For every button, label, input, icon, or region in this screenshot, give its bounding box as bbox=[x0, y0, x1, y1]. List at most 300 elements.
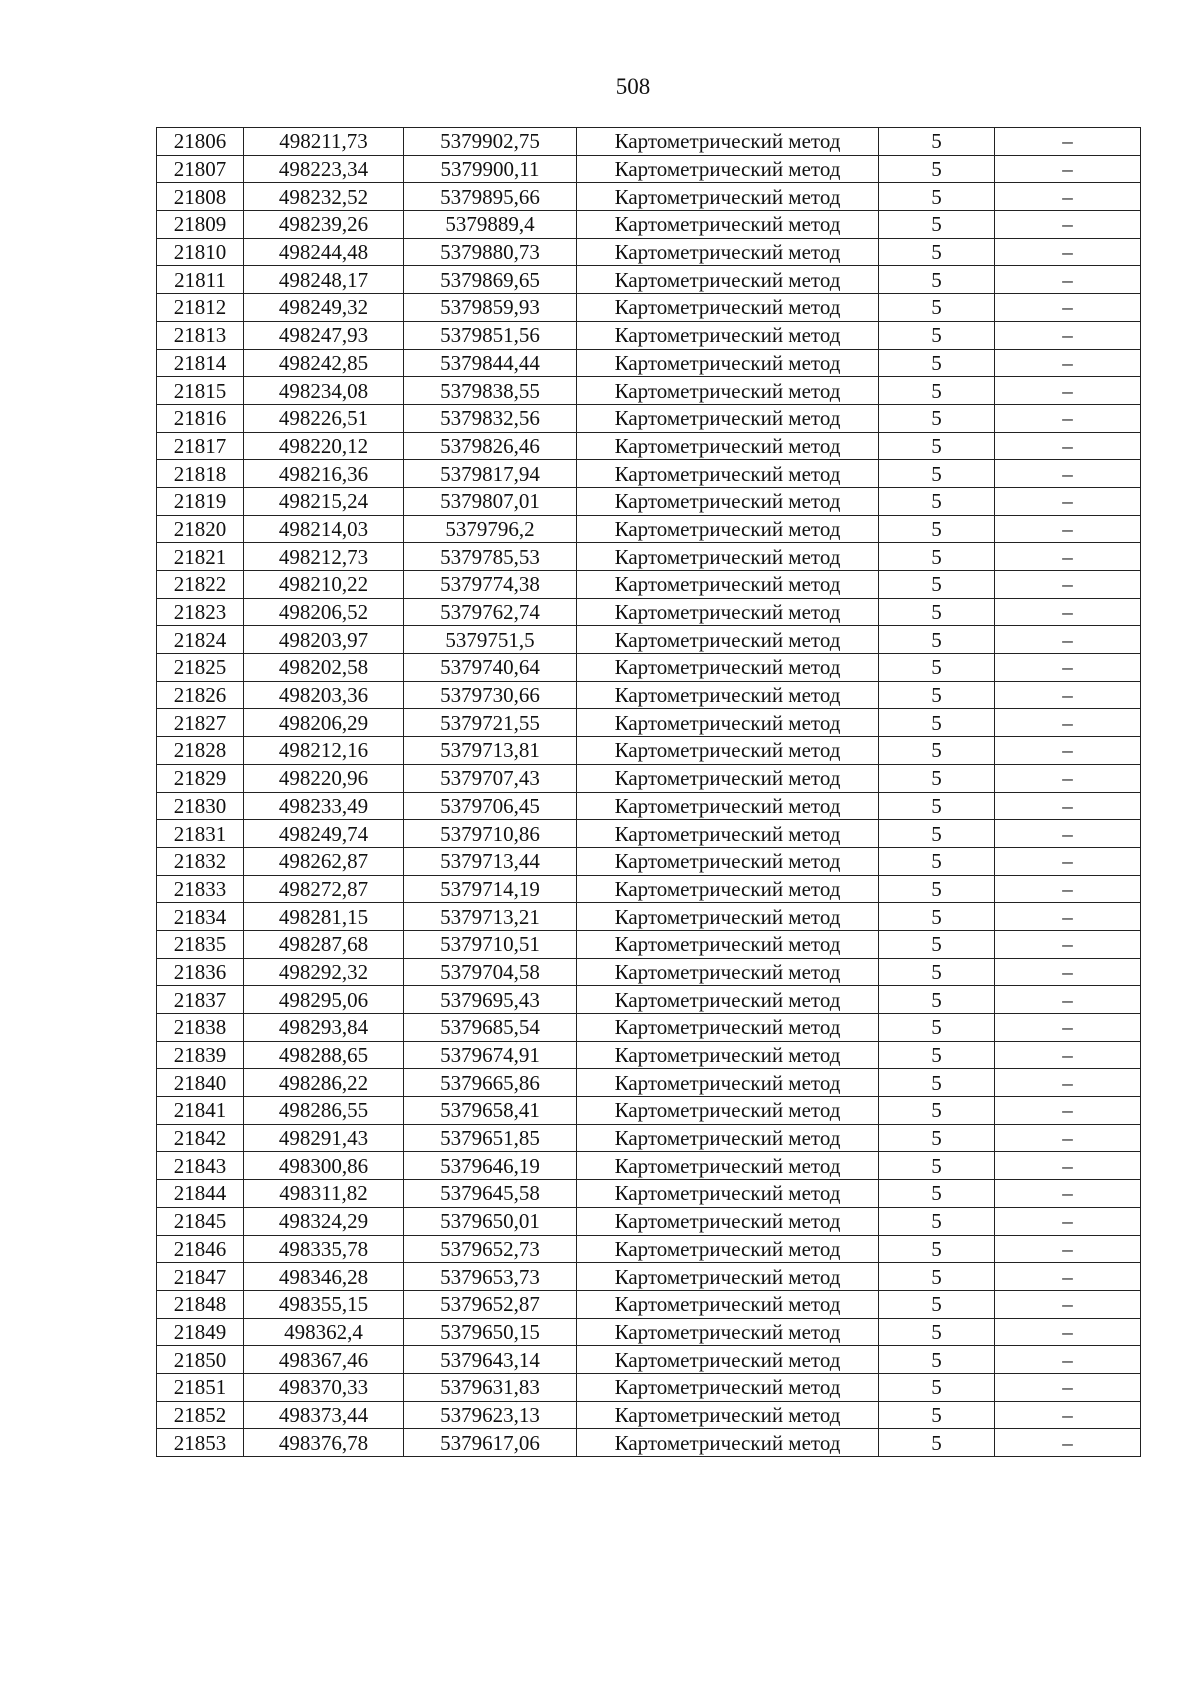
y-coordinate-cell: 5379762,74 bbox=[404, 598, 577, 626]
y-coordinate-cell: 5379651,85 bbox=[404, 1124, 577, 1152]
point-number-cell: 21818 bbox=[157, 460, 244, 488]
table-row bbox=[157, 847, 1141, 875]
method-cell: Картометрический метод bbox=[577, 1290, 879, 1318]
y-coordinate-cell: 5379751,5 bbox=[404, 626, 577, 654]
x-coordinate-cell: 498202,58 bbox=[244, 654, 404, 682]
point-number-cell: 21816 bbox=[157, 404, 244, 432]
point-number-cell: 21825 bbox=[157, 654, 244, 682]
method-cell: Картометрический метод bbox=[577, 155, 879, 183]
x-coordinate-cell: 498288,65 bbox=[244, 1041, 404, 1069]
y-coordinate-cell: 5379807,01 bbox=[404, 487, 577, 515]
x-coordinate-cell: 498210,22 bbox=[244, 571, 404, 599]
accuracy-cell: 5 bbox=[879, 1041, 995, 1069]
x-coordinate-cell: 498272,87 bbox=[244, 875, 404, 903]
page-number: 508 bbox=[615, 74, 651, 99]
table-row bbox=[157, 930, 1141, 958]
note-cell: – bbox=[995, 764, 1141, 792]
method-cell: Картометрический метод bbox=[577, 1207, 879, 1235]
method-cell: Картометрический метод bbox=[577, 820, 879, 848]
method-cell: Картометрический метод bbox=[577, 930, 879, 958]
y-coordinate-cell: 5379695,43 bbox=[404, 986, 577, 1014]
method-cell: Картометрический метод bbox=[577, 764, 879, 792]
x-coordinate-cell: 498244,48 bbox=[244, 238, 404, 266]
table-row bbox=[157, 792, 1141, 820]
table-row bbox=[157, 294, 1141, 322]
method-cell: Картометрический метод bbox=[577, 238, 879, 266]
x-coordinate-cell: 498233,49 bbox=[244, 792, 404, 820]
x-coordinate-cell: 498226,51 bbox=[244, 404, 404, 432]
point-number-cell: 21833 bbox=[157, 875, 244, 903]
accuracy-cell: 5 bbox=[879, 1263, 995, 1291]
x-coordinate-cell: 498324,29 bbox=[244, 1207, 404, 1235]
accuracy-cell: 5 bbox=[879, 432, 995, 460]
y-coordinate-cell: 5379713,81 bbox=[404, 737, 577, 765]
note-cell: – bbox=[995, 1235, 1141, 1263]
note-cell: – bbox=[995, 958, 1141, 986]
point-number-cell: 21850 bbox=[157, 1346, 244, 1374]
table-row bbox=[157, 1014, 1141, 1042]
point-number-cell: 21810 bbox=[157, 238, 244, 266]
table-row bbox=[157, 626, 1141, 654]
point-number-cell: 21841 bbox=[157, 1097, 244, 1125]
note-cell: – bbox=[995, 737, 1141, 765]
accuracy-cell: 5 bbox=[879, 1152, 995, 1180]
method-cell: Картометрический метод bbox=[577, 1263, 879, 1291]
point-number-cell: 21824 bbox=[157, 626, 244, 654]
note-cell: – bbox=[995, 155, 1141, 183]
accuracy-cell: 5 bbox=[879, 349, 995, 377]
accuracy-cell: 5 bbox=[879, 515, 995, 543]
point-number-cell: 21812 bbox=[157, 294, 244, 322]
accuracy-cell: 5 bbox=[879, 238, 995, 266]
note-cell: – bbox=[995, 515, 1141, 543]
table-row bbox=[157, 1373, 1141, 1401]
x-coordinate-cell: 498311,82 bbox=[244, 1180, 404, 1208]
x-coordinate-cell: 498212,73 bbox=[244, 543, 404, 571]
x-coordinate-cell: 498286,22 bbox=[244, 1069, 404, 1097]
accuracy-cell: 5 bbox=[879, 1180, 995, 1208]
method-cell: Картометрический метод bbox=[577, 1346, 879, 1374]
y-coordinate-cell: 5379851,56 bbox=[404, 321, 577, 349]
note-cell: – bbox=[995, 211, 1141, 239]
method-cell: Картометрический метод bbox=[577, 847, 879, 875]
accuracy-cell: 5 bbox=[879, 1318, 995, 1346]
table-row bbox=[157, 598, 1141, 626]
table-row bbox=[157, 1207, 1141, 1235]
method-cell: Картометрический метод bbox=[577, 1069, 879, 1097]
table-row bbox=[157, 820, 1141, 848]
point-number-cell: 21829 bbox=[157, 764, 244, 792]
table-row bbox=[157, 764, 1141, 792]
method-cell: Картометрический метод bbox=[577, 294, 879, 322]
point-number-cell: 21835 bbox=[157, 930, 244, 958]
x-coordinate-cell: 498242,85 bbox=[244, 349, 404, 377]
method-cell: Картометрический метод bbox=[577, 1097, 879, 1125]
accuracy-cell: 5 bbox=[879, 847, 995, 875]
accuracy-cell: 5 bbox=[879, 930, 995, 958]
note-cell: – bbox=[995, 598, 1141, 626]
method-cell: Картометрический метод bbox=[577, 598, 879, 626]
y-coordinate-cell: 5379826,46 bbox=[404, 432, 577, 460]
note-cell: – bbox=[995, 654, 1141, 682]
note-cell: – bbox=[995, 1180, 1141, 1208]
accuracy-cell: 5 bbox=[879, 266, 995, 294]
y-coordinate-cell: 5379785,53 bbox=[404, 543, 577, 571]
method-cell: Картометрический метод bbox=[577, 321, 879, 349]
point-number-cell: 21814 bbox=[157, 349, 244, 377]
point-number-cell: 21808 bbox=[157, 183, 244, 211]
method-cell: Картометрический метод bbox=[577, 986, 879, 1014]
table-row bbox=[157, 432, 1141, 460]
point-number-cell: 21838 bbox=[157, 1014, 244, 1042]
point-number-cell: 21826 bbox=[157, 681, 244, 709]
point-number-cell: 21828 bbox=[157, 737, 244, 765]
accuracy-cell: 5 bbox=[879, 1235, 995, 1263]
x-coordinate-cell: 498373,44 bbox=[244, 1401, 404, 1429]
note-cell: – bbox=[995, 460, 1141, 488]
note-cell: – bbox=[995, 543, 1141, 571]
method-cell: Картометрический метод bbox=[577, 626, 879, 654]
point-number-cell: 21809 bbox=[157, 211, 244, 239]
point-number-cell: 21830 bbox=[157, 792, 244, 820]
accuracy-cell: 5 bbox=[879, 737, 995, 765]
x-coordinate-cell: 498291,43 bbox=[244, 1124, 404, 1152]
y-coordinate-cell: 5379796,2 bbox=[404, 515, 577, 543]
point-number-cell: 21811 bbox=[157, 266, 244, 294]
method-cell: Картометрический метод bbox=[577, 211, 879, 239]
point-number-cell: 21844 bbox=[157, 1180, 244, 1208]
point-number-cell: 21845 bbox=[157, 1207, 244, 1235]
method-cell: Картометрический метод bbox=[577, 1041, 879, 1069]
table-row bbox=[157, 515, 1141, 543]
method-cell: Картометрический метод bbox=[577, 903, 879, 931]
accuracy-cell: 5 bbox=[879, 404, 995, 432]
note-cell: – bbox=[995, 294, 1141, 322]
table-row bbox=[157, 1069, 1141, 1097]
point-number-cell: 21807 bbox=[157, 155, 244, 183]
y-coordinate-cell: 5379706,45 bbox=[404, 792, 577, 820]
table-row bbox=[157, 1263, 1141, 1291]
note-cell: – bbox=[995, 1401, 1141, 1429]
method-cell: Картометрический метод bbox=[577, 571, 879, 599]
point-number-cell: 21813 bbox=[157, 321, 244, 349]
point-number-cell: 21806 bbox=[157, 128, 244, 156]
note-cell: – bbox=[995, 681, 1141, 709]
y-coordinate-cell: 5379665,86 bbox=[404, 1069, 577, 1097]
note-cell: – bbox=[995, 1152, 1141, 1180]
accuracy-cell: 5 bbox=[879, 211, 995, 239]
x-coordinate-cell: 498220,96 bbox=[244, 764, 404, 792]
note-cell: – bbox=[995, 238, 1141, 266]
y-coordinate-cell: 5379645,58 bbox=[404, 1180, 577, 1208]
y-coordinate-cell: 5379730,66 bbox=[404, 681, 577, 709]
note-cell: – bbox=[995, 1097, 1141, 1125]
point-number-cell: 21815 bbox=[157, 377, 244, 405]
note-cell: – bbox=[995, 1346, 1141, 1374]
x-coordinate-cell: 498370,33 bbox=[244, 1373, 404, 1401]
y-coordinate-cell: 5379895,66 bbox=[404, 183, 577, 211]
table-row bbox=[157, 211, 1141, 239]
y-coordinate-cell: 5379713,21 bbox=[404, 903, 577, 931]
y-coordinate-cell: 5379652,73 bbox=[404, 1235, 577, 1263]
point-number-cell: 21851 bbox=[157, 1373, 244, 1401]
table-row bbox=[157, 321, 1141, 349]
note-cell: – bbox=[995, 1290, 1141, 1318]
note-cell: – bbox=[995, 1124, 1141, 1152]
table-row bbox=[157, 543, 1141, 571]
coordinates-table-body bbox=[157, 128, 1141, 1457]
note-cell: – bbox=[995, 128, 1141, 156]
table-row bbox=[157, 986, 1141, 1014]
method-cell: Картометрический метод bbox=[577, 1152, 879, 1180]
x-coordinate-cell: 498346,28 bbox=[244, 1263, 404, 1291]
note-cell: – bbox=[995, 1318, 1141, 1346]
x-coordinate-cell: 498376,78 bbox=[244, 1429, 404, 1457]
note-cell: – bbox=[995, 626, 1141, 654]
table-row bbox=[157, 1318, 1141, 1346]
note-cell: – bbox=[995, 349, 1141, 377]
y-coordinate-cell: 5379900,11 bbox=[404, 155, 577, 183]
accuracy-cell: 5 bbox=[879, 1346, 995, 1374]
method-cell: Картометрический метод bbox=[577, 515, 879, 543]
y-coordinate-cell: 5379774,38 bbox=[404, 571, 577, 599]
point-number-cell: 21832 bbox=[157, 847, 244, 875]
y-coordinate-cell: 5379658,41 bbox=[404, 1097, 577, 1125]
y-coordinate-cell: 5379646,19 bbox=[404, 1152, 577, 1180]
x-coordinate-cell: 498232,52 bbox=[244, 183, 404, 211]
note-cell: – bbox=[995, 903, 1141, 931]
y-coordinate-cell: 5379704,58 bbox=[404, 958, 577, 986]
note-cell: – bbox=[995, 1041, 1141, 1069]
y-coordinate-cell: 5379650,01 bbox=[404, 1207, 577, 1235]
y-coordinate-cell: 5379740,64 bbox=[404, 654, 577, 682]
accuracy-cell: 5 bbox=[879, 294, 995, 322]
point-number-cell: 21852 bbox=[157, 1401, 244, 1429]
table-row bbox=[157, 709, 1141, 737]
accuracy-cell: 5 bbox=[879, 155, 995, 183]
x-coordinate-cell: 498286,55 bbox=[244, 1097, 404, 1125]
coordinates-table bbox=[156, 127, 1141, 1457]
point-number-cell: 21843 bbox=[157, 1152, 244, 1180]
table-row bbox=[157, 155, 1141, 183]
x-coordinate-cell: 498249,74 bbox=[244, 820, 404, 848]
table-row bbox=[157, 377, 1141, 405]
method-cell: Картометрический метод bbox=[577, 1235, 879, 1263]
x-coordinate-cell: 498248,17 bbox=[244, 266, 404, 294]
x-coordinate-cell: 498212,16 bbox=[244, 737, 404, 765]
x-coordinate-cell: 498281,15 bbox=[244, 903, 404, 931]
y-coordinate-cell: 5379902,75 bbox=[404, 128, 577, 156]
method-cell: Картометрический метод bbox=[577, 1180, 879, 1208]
y-coordinate-cell: 5379710,51 bbox=[404, 930, 577, 958]
method-cell: Картометрический метод bbox=[577, 460, 879, 488]
method-cell: Картометрический метод bbox=[577, 1124, 879, 1152]
x-coordinate-cell: 498203,36 bbox=[244, 681, 404, 709]
method-cell: Картометрический метод bbox=[577, 1318, 879, 1346]
accuracy-cell: 5 bbox=[879, 792, 995, 820]
table-row bbox=[157, 737, 1141, 765]
y-coordinate-cell: 5379653,73 bbox=[404, 1263, 577, 1291]
accuracy-cell: 5 bbox=[879, 1207, 995, 1235]
x-coordinate-cell: 498203,97 bbox=[244, 626, 404, 654]
accuracy-cell: 5 bbox=[879, 764, 995, 792]
accuracy-cell: 5 bbox=[879, 1373, 995, 1401]
point-number-cell: 21820 bbox=[157, 515, 244, 543]
accuracy-cell: 5 bbox=[879, 571, 995, 599]
accuracy-cell: 5 bbox=[879, 875, 995, 903]
table-row bbox=[157, 460, 1141, 488]
accuracy-cell: 5 bbox=[879, 321, 995, 349]
accuracy-cell: 5 bbox=[879, 1429, 995, 1457]
point-number-cell: 21839 bbox=[157, 1041, 244, 1069]
x-coordinate-cell: 498300,86 bbox=[244, 1152, 404, 1180]
x-coordinate-cell: 498223,34 bbox=[244, 155, 404, 183]
method-cell: Картометрический метод bbox=[577, 654, 879, 682]
accuracy-cell: 5 bbox=[879, 543, 995, 571]
y-coordinate-cell: 5379817,94 bbox=[404, 460, 577, 488]
table-row bbox=[157, 654, 1141, 682]
table-row bbox=[157, 1152, 1141, 1180]
table-row bbox=[157, 1041, 1141, 1069]
table-row bbox=[157, 875, 1141, 903]
table-row bbox=[157, 1429, 1141, 1457]
method-cell: Картометрический метод bbox=[577, 266, 879, 294]
x-coordinate-cell: 498206,29 bbox=[244, 709, 404, 737]
x-coordinate-cell: 498247,93 bbox=[244, 321, 404, 349]
method-cell: Картометрический метод bbox=[577, 1429, 879, 1457]
point-number-cell: 21822 bbox=[157, 571, 244, 599]
table-row bbox=[157, 238, 1141, 266]
y-coordinate-cell: 5379869,65 bbox=[404, 266, 577, 294]
x-coordinate-cell: 498211,73 bbox=[244, 128, 404, 156]
accuracy-cell: 5 bbox=[879, 1014, 995, 1042]
x-coordinate-cell: 498239,26 bbox=[244, 211, 404, 239]
note-cell: – bbox=[995, 377, 1141, 405]
y-coordinate-cell: 5379685,54 bbox=[404, 1014, 577, 1042]
point-number-cell: 21827 bbox=[157, 709, 244, 737]
x-coordinate-cell: 498214,03 bbox=[244, 515, 404, 543]
accuracy-cell: 5 bbox=[879, 183, 995, 211]
accuracy-cell: 5 bbox=[879, 1124, 995, 1152]
table-row bbox=[157, 1290, 1141, 1318]
note-cell: – bbox=[995, 404, 1141, 432]
accuracy-cell: 5 bbox=[879, 487, 995, 515]
note-cell: – bbox=[995, 1014, 1141, 1042]
y-coordinate-cell: 5379674,91 bbox=[404, 1041, 577, 1069]
x-coordinate-cell: 498335,78 bbox=[244, 1235, 404, 1263]
point-number-cell: 21817 bbox=[157, 432, 244, 460]
table-row bbox=[157, 349, 1141, 377]
x-coordinate-cell: 498287,68 bbox=[244, 930, 404, 958]
y-coordinate-cell: 5379652,87 bbox=[404, 1290, 577, 1318]
table-row bbox=[157, 1235, 1141, 1263]
x-coordinate-cell: 498220,12 bbox=[244, 432, 404, 460]
table-row bbox=[157, 128, 1141, 156]
x-coordinate-cell: 498234,08 bbox=[244, 377, 404, 405]
table-row bbox=[157, 1180, 1141, 1208]
method-cell: Картометрический метод bbox=[577, 183, 879, 211]
y-coordinate-cell: 5379880,73 bbox=[404, 238, 577, 266]
accuracy-cell: 5 bbox=[879, 128, 995, 156]
note-cell: – bbox=[995, 847, 1141, 875]
y-coordinate-cell: 5379714,19 bbox=[404, 875, 577, 903]
method-cell: Картометрический метод bbox=[577, 128, 879, 156]
table-row bbox=[157, 487, 1141, 515]
point-number-cell: 21853 bbox=[157, 1429, 244, 1457]
point-number-cell: 21848 bbox=[157, 1290, 244, 1318]
note-cell: – bbox=[995, 820, 1141, 848]
y-coordinate-cell: 5379707,43 bbox=[404, 764, 577, 792]
accuracy-cell: 5 bbox=[879, 598, 995, 626]
note-cell: – bbox=[995, 986, 1141, 1014]
x-coordinate-cell: 498216,36 bbox=[244, 460, 404, 488]
table-row bbox=[157, 958, 1141, 986]
y-coordinate-cell: 5379721,55 bbox=[404, 709, 577, 737]
point-number-cell: 21846 bbox=[157, 1235, 244, 1263]
accuracy-cell: 5 bbox=[879, 1097, 995, 1125]
x-coordinate-cell: 498293,84 bbox=[244, 1014, 404, 1042]
note-cell: – bbox=[995, 1429, 1141, 1457]
x-coordinate-cell: 498262,87 bbox=[244, 847, 404, 875]
point-number-cell: 21837 bbox=[157, 986, 244, 1014]
accuracy-cell: 5 bbox=[879, 820, 995, 848]
y-coordinate-cell: 5379889,4 bbox=[404, 211, 577, 239]
note-cell: – bbox=[995, 321, 1141, 349]
method-cell: Картометрический метод bbox=[577, 349, 879, 377]
method-cell: Картометрический метод bbox=[577, 487, 879, 515]
accuracy-cell: 5 bbox=[879, 709, 995, 737]
y-coordinate-cell: 5379844,44 bbox=[404, 349, 577, 377]
x-coordinate-cell: 498355,15 bbox=[244, 1290, 404, 1318]
y-coordinate-cell: 5379623,13 bbox=[404, 1401, 577, 1429]
note-cell: – bbox=[995, 1069, 1141, 1097]
table-row bbox=[157, 1401, 1141, 1429]
accuracy-cell: 5 bbox=[879, 377, 995, 405]
table-row bbox=[157, 903, 1141, 931]
note-cell: – bbox=[995, 183, 1141, 211]
y-coordinate-cell: 5379650,15 bbox=[404, 1318, 577, 1346]
accuracy-cell: 5 bbox=[879, 1401, 995, 1429]
x-coordinate-cell: 498249,32 bbox=[244, 294, 404, 322]
accuracy-cell: 5 bbox=[879, 958, 995, 986]
accuracy-cell: 5 bbox=[879, 1069, 995, 1097]
note-cell: – bbox=[995, 432, 1141, 460]
point-number-cell: 21847 bbox=[157, 1263, 244, 1291]
method-cell: Картометрический метод bbox=[577, 1401, 879, 1429]
x-coordinate-cell: 498367,46 bbox=[244, 1346, 404, 1374]
table-row bbox=[157, 266, 1141, 294]
note-cell: – bbox=[995, 792, 1141, 820]
table-row bbox=[157, 1097, 1141, 1125]
accuracy-cell: 5 bbox=[879, 654, 995, 682]
accuracy-cell: 5 bbox=[879, 986, 995, 1014]
point-number-cell: 21821 bbox=[157, 543, 244, 571]
accuracy-cell: 5 bbox=[879, 1290, 995, 1318]
note-cell: – bbox=[995, 875, 1141, 903]
point-number-cell: 21834 bbox=[157, 903, 244, 931]
note-cell: – bbox=[995, 266, 1141, 294]
method-cell: Картометрический метод bbox=[577, 709, 879, 737]
method-cell: Картометрический метод bbox=[577, 1373, 879, 1401]
table-row bbox=[157, 681, 1141, 709]
note-cell: – bbox=[995, 709, 1141, 737]
x-coordinate-cell: 498206,52 bbox=[244, 598, 404, 626]
x-coordinate-cell: 498295,06 bbox=[244, 986, 404, 1014]
note-cell: – bbox=[995, 1373, 1141, 1401]
method-cell: Картометрический метод bbox=[577, 737, 879, 765]
x-coordinate-cell: 498215,24 bbox=[244, 487, 404, 515]
table-row bbox=[157, 404, 1141, 432]
